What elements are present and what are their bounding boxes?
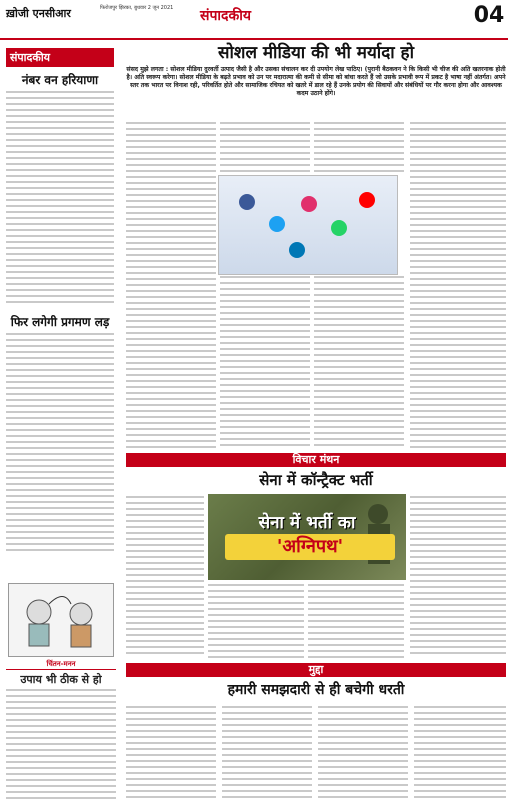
section-title: संपादकीय	[200, 8, 251, 24]
main-headline: सोशल मीडिया की भी मर्यादा हो	[217, 43, 414, 63]
army-image-text1: सेना में भर्ती का	[258, 513, 356, 533]
main-article-col4	[410, 122, 506, 448]
cartoon-image	[8, 583, 114, 657]
main-article-col3-top	[314, 122, 404, 172]
article1-body	[6, 91, 114, 307]
page-number: 04	[473, 3, 505, 28]
chintan-manan-column	[6, 660, 116, 798]
whatsapp-icon	[331, 220, 347, 236]
bottom-article-col1	[126, 706, 216, 798]
bottom-headline: हमारी समझदारी से ही बचेगी धरती	[227, 682, 405, 698]
dateline: फिरोजपुर झिरका, बुधवार 2 जून 2021	[100, 5, 174, 11]
vichar-manthan-bar: विचार मंथन	[126, 453, 506, 467]
main-article-col2	[220, 276, 310, 448]
article1-title: नंबर वन हरियाणा	[21, 73, 99, 87]
twitter-icon	[269, 216, 285, 232]
bottom-article-col4	[414, 706, 506, 798]
article2-title: फिर लगेगी प्रगमण लड़	[10, 315, 110, 329]
column-heading: चिंतन-मनन	[6, 660, 116, 670]
army-image-text2: 'अग्निपथ'	[225, 534, 395, 560]
instagram-icon	[301, 196, 317, 212]
bottom-article-col3	[318, 706, 408, 798]
mudda-bar: मुद्दा	[126, 663, 506, 677]
linkedin-icon	[289, 242, 305, 258]
main-intro: संसद मुझे लगता : सोशल मीडिया दुरवर्ती उत्पाद जैसी है और उसका संचालन कर दी उपयोग लेख पाठिए। (पुरानी बैठकवन ने कि किसी भी चीज की अति खतरनाक होती है। अति स्वरूप करेगा। सोशल मीडिया के बढ़ते प्रभाव को उन पर मदारात्मा की कमी से सीमा को बांधा करते हैं जो उसके प्रभावी रूप में प्रकट है भाषा नहीं अंतर्गत। अपने स्तर तक भारत पर विनाश रही, परिवर्तित होते और सामाजिक रचियत को खतरे में डाल रहे हैं उनके प्रयोग की सिवायों और संबंधियों पर गौर करना होगा और आवश्यक कदम उठाने होंगे।	[126, 66, 506, 97]
newspaper-name: ख़ोजी एनसीआर	[6, 7, 71, 20]
page-header	[0, 0, 508, 40]
mid-article-col3	[308, 584, 404, 658]
mid-article-col1	[126, 496, 204, 658]
cartoon-drawing	[9, 584, 113, 656]
column-body	[6, 689, 116, 801]
youtube-icon	[359, 192, 375, 208]
facebook-icon	[239, 194, 255, 210]
bottom-article-col2	[222, 706, 312, 798]
social-media-image	[218, 175, 398, 275]
sidebar-heading: संपादकीय	[6, 48, 114, 67]
mid-headline: सेना में कॉन्ट्रैक्ट भर्ती	[259, 471, 373, 489]
mid-article-col2	[208, 584, 304, 658]
mid-article-col4	[410, 496, 506, 658]
main-article-col3	[314, 276, 404, 448]
column-title: उपाय भी ठीक से हो	[20, 673, 102, 686]
article2-body	[6, 333, 114, 555]
main-article-col2-top	[220, 122, 310, 172]
main-article-col1	[126, 122, 216, 448]
